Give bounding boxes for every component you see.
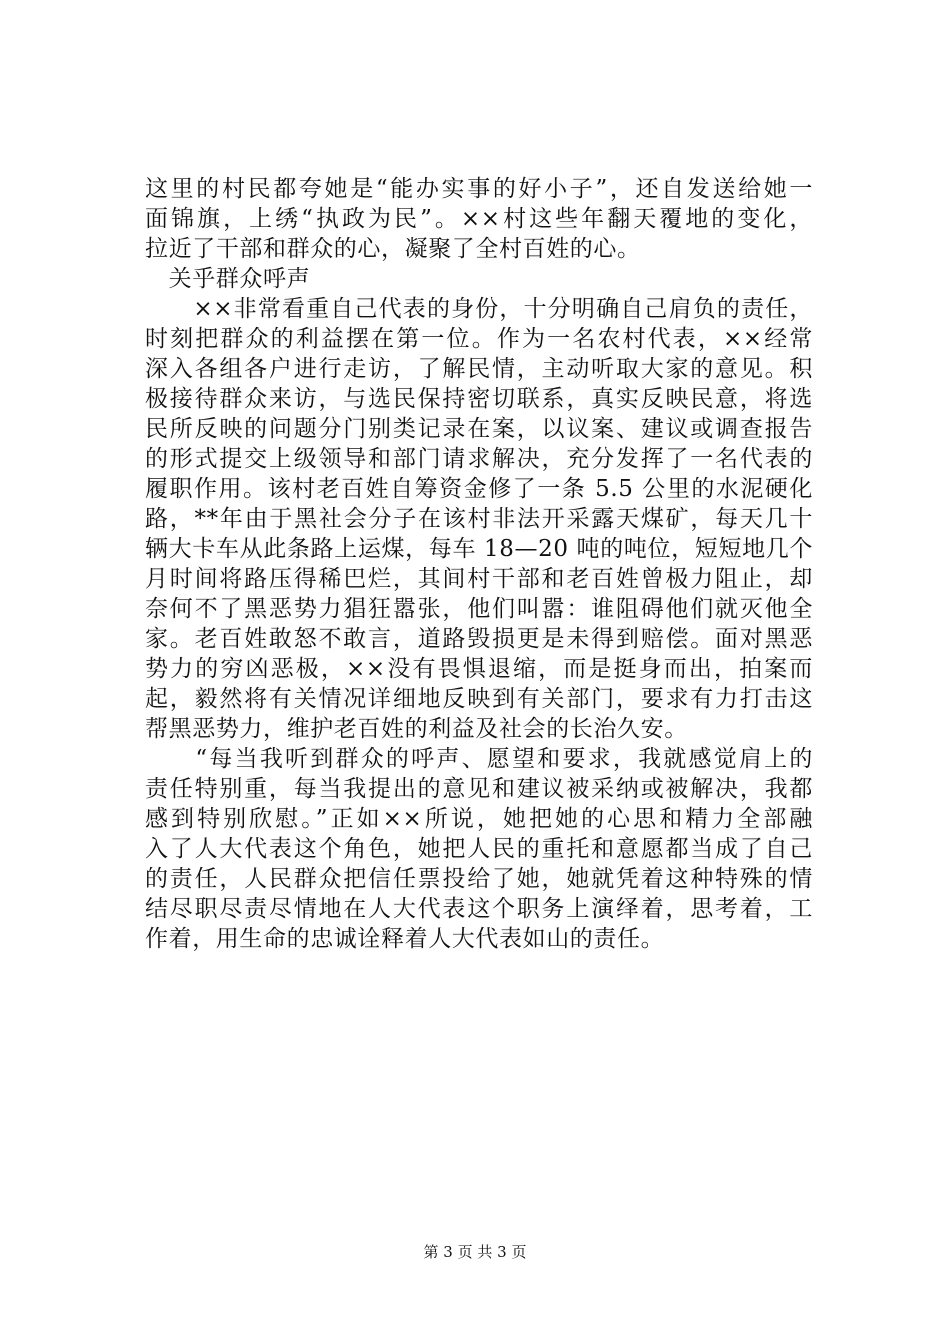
text-line: 入了人大代表这个角色，她把人民的重托和意愿都当成了自己	[145, 836, 813, 862]
text-line: 感到特别欣慰。”正如××所说，她把她的心思和精力全部融	[145, 806, 813, 832]
text-line: 极接待群众来访，与选民保持密切联系，真实反映民意，将选	[145, 386, 813, 412]
text-line: 民所反映的问题分门别类记录在案，以议案、建议或调查报告	[145, 416, 813, 442]
text-line: 家。老百姓敢怒不敢言，道路毁损更是未得到赔偿。面对黑恶	[145, 626, 813, 652]
text-line: 奈何不了黑恶势力猖狂嚣张，他们叫嚣：谁阻碍他们就灭他全	[145, 596, 813, 622]
text-line: 作着，用生命的忠诚诠释着人大代表如山的责任。	[145, 926, 665, 952]
text-line: 履职作用。该村老百姓自筹资金修了一条 5.5 公里的水泥硬化	[145, 476, 813, 502]
text-line: ××非常看重自己代表的身份，十分明确自己肩负的责任，	[145, 296, 813, 322]
text-line: 的形式提交上级领导和部门请求解决，充分发挥了一名代表的	[145, 446, 813, 472]
text-line: 的责任，人民群众把信任票投给了她，她就凭着这种特殊的情	[145, 866, 813, 892]
text-line: 责任特别重，每当我提出的意见和建议被采纳或被解决，我都	[145, 776, 813, 802]
text-line: 拉近了干部和群众的心，凝聚了全村百姓的心。	[145, 236, 641, 262]
text-line: 结尽职尽责尽情地在人大代表这个职务上演绎着，思考着，工	[145, 896, 813, 922]
text-line: 月时间将路压得稀巴烂，其间村干部和老百姓曾极力阻止，却	[145, 566, 813, 592]
text-line: 势力的穷凶恶极，××没有畏惧退缩，而是挺身而出，拍案而	[145, 656, 813, 682]
text-line: 这里的村民都夸她是“能办实事的好小子”，还自发送给她一	[145, 176, 813, 202]
text-line: 时刻把群众的利益摆在第一位。作为一名农村代表，××经常	[145, 326, 813, 352]
text-line: 面锦旗，上绣“执政为民”。××村这些年翻天覆地的变化，	[145, 206, 813, 232]
text-line: 深入各组各户进行走访，了解民情，主动听取大家的意见。积	[145, 356, 813, 382]
page-footer: 第 3 页 共 3 页	[423, 1243, 527, 1261]
text-line: 辆大卡车从此条路上运煤，每车 18—20 吨的吨位，短短地几个	[145, 536, 813, 562]
text-line: 起，毅然将有关情况详细地反映到有关部门，要求有力打击这	[145, 686, 813, 712]
text-line: 关乎群众呼声	[145, 266, 311, 292]
text-line: 帮黑恶势力，维护老百姓的利益及社会的长治久安。	[145, 716, 688, 742]
document-body	[145, 174, 813, 954]
text-line: 路，**年由于黑社会分子在该村非法开采露天煤矿，每天几十	[145, 506, 813, 532]
text-line: “每当我听到群众的呼声、愿望和要求，我就感觉肩上的	[145, 746, 813, 772]
